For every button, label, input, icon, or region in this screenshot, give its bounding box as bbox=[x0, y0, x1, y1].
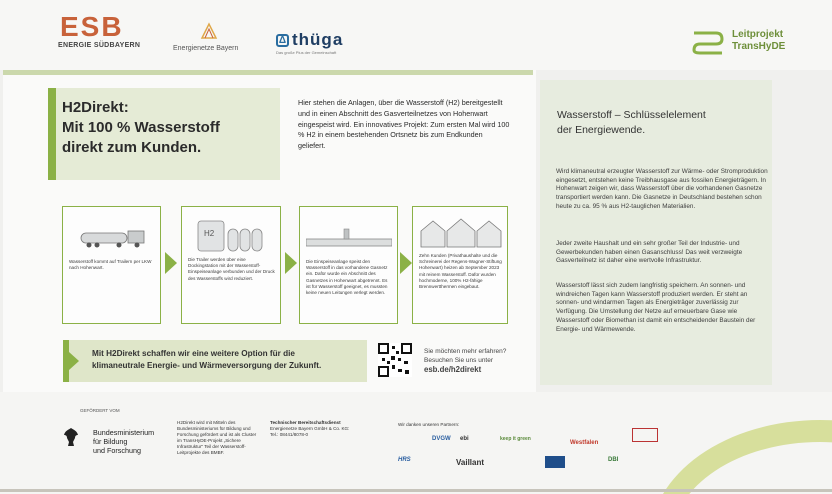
web-prompt-1: Sie möchten mehr erfahren? bbox=[424, 348, 507, 355]
right-paragraph-1: Wird klimaneutral erzeugter Wasserstoff zur Wärme- oder Stromproduktion eingesetzt, entstehen keine Treibhausgase aus fossilen Energieträgern. In Hohenwart zeigen wir, dass Wasserstoff über die vorhandenen Gasnetze transportiert werden kann. Die Gasnetze in Deutschland bestehen schon heute zu ca. 95 % aus H2-tauglichen Materialien. bbox=[556, 168, 768, 210]
partner-logo-vaillant: Vaillant bbox=[456, 458, 485, 467]
funding-label: GEFÖRDERT VOM bbox=[80, 408, 120, 413]
cta-arrow-icon bbox=[69, 352, 79, 370]
transhyde-icon bbox=[690, 27, 726, 57]
service-line-2: Energienetze Bayern GmbH & Co. KG: bbox=[270, 426, 350, 431]
accent-strip bbox=[3, 70, 533, 75]
partner-logo-hrs: HRS bbox=[398, 457, 411, 463]
thuga-icon: Δ bbox=[276, 34, 289, 47]
houses-icon bbox=[419, 215, 503, 249]
headline-accent-bar bbox=[48, 88, 56, 180]
flow-arrow-3 bbox=[400, 252, 412, 274]
federal-eagle-icon bbox=[63, 427, 79, 447]
right-paragraph-3: Wasserstoff lässt sich zudem langfristig speichern. An sonnen- und windreichen Tagen kann Wasserstoff produziert werden. Er steht an sonnen- und windarmen Tagen als Energieträger zuverlässig zur Verfügung. Die Umstellung der Netze auf erneuerbare Gase wie Wasserstoff oder Biomethan ist damit ein entscheidender Baustein der Energie- und Wärmewende. bbox=[556, 282, 756, 333]
partner-logo-ebi: ebi bbox=[460, 436, 469, 442]
flow-arrow-1 bbox=[165, 252, 177, 274]
right-heading-line-2: der Energiewende. bbox=[557, 124, 646, 136]
title-line-3: direkt zum Kunden. bbox=[62, 139, 202, 156]
flow-arrow-2 bbox=[285, 252, 297, 274]
energienetze-bayern-icon bbox=[200, 22, 218, 40]
partner-logo-keep-it-green: keep it green bbox=[500, 436, 531, 442]
step-box-feed-in bbox=[299, 206, 398, 324]
energienetze-bayern-logo: Energienetze Bayern bbox=[173, 45, 239, 52]
title-line-1: H2Direkt: bbox=[62, 99, 129, 116]
cta-text bbox=[92, 348, 362, 372]
partner-logo-blue bbox=[545, 456, 565, 468]
thuga-logo: thüga bbox=[292, 30, 344, 49]
right-heading-line-1: Wasserstoff – Schlüsselelement bbox=[557, 109, 706, 121]
pipeline-icon bbox=[306, 225, 392, 255]
funding-note: H2Direkt wird mit Mitteln des Bundesministeriums für Bildung und Forschung gefördert und ist als Cluster im TransHyDE-Projekt „Sichere Infrastruktur“ Teil der Wasserstoff-Leitprojekte des BMBF. bbox=[177, 420, 257, 455]
transhyde-logo bbox=[732, 29, 785, 53]
bmbf-line-2: für Bildung bbox=[93, 437, 128, 446]
right-paragraph-2: Jeder zweite Haushalt und ein sehr großer Teil der Industrie- und Gewerbekunden haben einen Gasanschluss! Das weit verzweigte Gasverteilnetz ist daher eine wertvolle Infrastruktur. bbox=[556, 240, 743, 265]
title-line-2: Mit 100 % Wasserstoff bbox=[62, 119, 220, 136]
transhyde-line1: Leitprojekt bbox=[732, 29, 784, 40]
step-2-text: Die Trailer werden über eine Dockingstation mit der Wasserstoff-Einspeiseanlage verbunden und der Druck des Wasserstoffs wird reduziert. bbox=[188, 257, 275, 281]
h2-label: H2 bbox=[204, 229, 215, 238]
bmbf-line-3: und Forschung bbox=[93, 446, 141, 455]
cta-line-2: klimaneutrale Energie- und Wärmeversorgung der Zukunft. bbox=[92, 361, 322, 370]
step-box-trailer bbox=[62, 206, 161, 324]
right-heading bbox=[557, 108, 757, 138]
step-1-text: Wasserstoff kommt auf Trailern per LKW nach Hohenwart. bbox=[69, 259, 152, 271]
partners-label: Wir danken unseren Partnern: bbox=[398, 422, 460, 427]
esb-subtitle: ENERGIE SÜDBAYERN bbox=[58, 42, 141, 49]
website-link[interactable]: esb.de/h2direkt bbox=[424, 365, 482, 374]
partner-logo-red bbox=[632, 428, 658, 442]
partner-logo-dvgw: DVGW bbox=[432, 436, 451, 442]
service-phone: Tel.: 08441/8078-0 bbox=[270, 432, 309, 437]
intro-text: Hier stehen die Anlagen, über die Wasserstoff (H2) bereitgestellt und in einen Abschnitt des Gasverteilnetzes von Hohenwart eingespeist wird. Ein innovatives Projekt: Zum ersten Mal wird 100 % H2 in einem bestehenden Ortsnetz bis zum Endkunden geliefert. bbox=[298, 98, 510, 151]
service-line-1: Technischer Bereitschaftsdienst bbox=[270, 420, 341, 425]
transhyde-line2: TransHyDE bbox=[732, 41, 786, 52]
step-4-text: Zehn Kunden (Privathaushalte und die Schreinerei der Regens-Wagner-Stiftung Hohenwart) heizen ab September 2023 mit reinem Wasserstoff. Dafür wurden hochmoderne, 100% H2-fähige Brennwertthermen eingebaut. bbox=[419, 253, 502, 290]
website-info bbox=[424, 347, 514, 374]
bmbf-logo bbox=[93, 428, 163, 455]
bmbf-line-1: Bundesministerium bbox=[93, 428, 155, 437]
thuga-tagline: Das große Plus der Gemeinschaft bbox=[276, 50, 337, 55]
partner-logo-dbi: DBI bbox=[608, 457, 619, 463]
page-title bbox=[62, 98, 272, 158]
qr-code[interactable] bbox=[378, 343, 412, 377]
web-prompt-2: Besuchen Sie uns unter bbox=[424, 357, 494, 364]
step-3-text: Die Einspeiseanlage speist den Wasserstoff in das vorhandene Gasnetz ein. Dafür wurde ein Abschnitt des Gasnetzes in Hohenwart abgetrennt. Es ist für Wasserstoff geeignet, es mussten keine neuen Leitungen verlegt werden. bbox=[306, 259, 388, 296]
cta-line-1: Mit H2Direkt schaffen wir eine weitere Option für die bbox=[92, 349, 295, 358]
step-box-docking bbox=[181, 206, 281, 324]
partner-logo-westfalen: Westfalen bbox=[570, 440, 599, 446]
service-info bbox=[270, 420, 390, 438]
truck-icon bbox=[79, 229, 147, 249]
bottom-edge bbox=[0, 489, 832, 492]
step-box-households bbox=[412, 206, 508, 324]
esb-logo: ESB bbox=[60, 11, 124, 42]
